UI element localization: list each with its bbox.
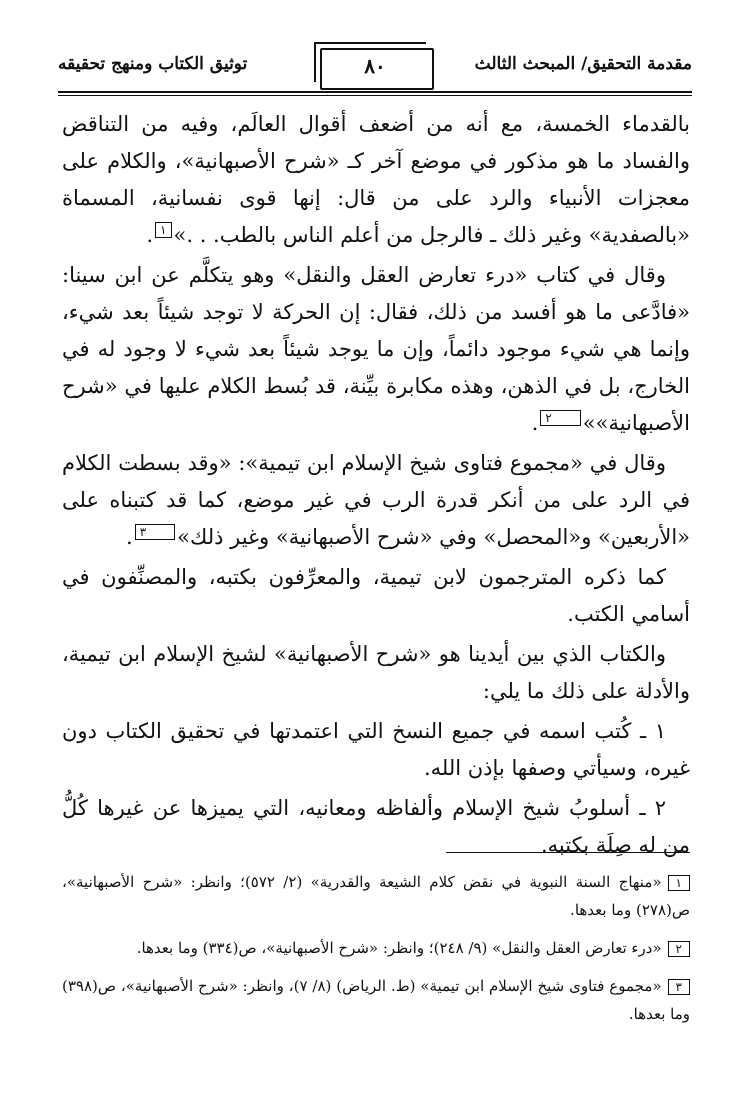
footnote: ١«منهاج السنة النبوية في نقض كلام الشيعة والقدرية» (٢/ ٥٧٢)؛ وانظر: «شرح الأصبهانية»، ص(٢٧٨) وما بعدها. xyxy=(62,873,690,919)
chapter-title: مقدمة التحقيق/ المبحث الثالث xyxy=(474,54,692,74)
paragraph: وقال في «مجموع فتاوى شيخ الإسلام ابن تيمية»: «وقد بسطت الكلام في الرد على من أنكر قدرة الرب في غير موضع، كما قد كتبناه على «الأربعين» و«المحصل» وفي «شرح الأصبهانية» وغير ذلك»٣. xyxy=(62,451,690,549)
header-rule xyxy=(58,91,692,93)
footnote: ٣«مجموع فتاوى شيخ الإسلام ابن تيمية» (ط. الرياض) (٨/ ٧)، وانظر: «شرح الأصبهانية»، ص(٣٩٨) وما بعدها. xyxy=(62,977,690,1023)
footnote-marker: ١ xyxy=(155,222,171,238)
footnote-marker: ٣ xyxy=(135,524,175,540)
footnote: ٢«درء تعارض العقل والنقل» (٩/ ٢٤٨)؛ وانظر: «شرح الأصبهانية»، ص(٣٣٤) وما بعدها. xyxy=(62,934,690,962)
footnote-separator xyxy=(446,852,690,853)
paragraph: وقال في كتاب «درء تعارض العقل والنقل» وهو يتكلَّم عن ابن سينا: «فادَّعى ما هو أفسد من ذلك، فقال: إن الحركة لا توجد شيئاً بعد شيء، وإنما هي شيء موجود دائماً، وإن ما يوجد شيئاً بعد شيء لا وجود له في الخارج، بل في الذهن، وهذه مكابرة بيِّنة، قد بُسط الكلام عليها في «شرح الأصبهانية»»٢. xyxy=(62,263,690,435)
footnote-marker: ٢ xyxy=(540,410,580,426)
section-title: توثيق الكتاب ومنهج تحقيقه xyxy=(58,54,248,74)
paragraph: ٢ ـ أسلوبُ شيخ الإسلام وألفاظه ومعانيه، التي يميزها عن غيرها كُلُّ من له صِلَة بكتبه. xyxy=(62,796,690,857)
main-text xyxy=(62,106,690,867)
footnote-number: ٢ xyxy=(668,941,690,957)
paragraph: كما ذكره المترجمون لابن تيمية، والمعرِّفون بكتبه، والمصنِّفون في أسامي الكتب. xyxy=(62,565,690,626)
footnotes xyxy=(62,868,690,1038)
paragraph: بالقدماء الخمسة، مع أنه من أضعف أقوال العالَم، وفيه من التناقض والفساد ما هو مذكور في موضع آخر كـ «شرح الأصبهانية»، والكلام على معجزات الأنبياء والرد على من قال: إنها قوى نفسانية، المسماة «بالصفدية» وغير ذلك ـ فالرجل من أعلم الناس بالطب. . .»١. xyxy=(62,112,690,247)
footnote-number: ١ xyxy=(668,875,690,891)
page-number-frame xyxy=(310,42,440,92)
page-header xyxy=(58,40,692,98)
paragraph: والكتاب الذي بين أيدينا هو «شرح الأصبهانية» لشيخ الإسلام ابن تيمية، والأدلة على ذلك ما يلي: xyxy=(62,642,690,703)
header-rule xyxy=(58,95,692,96)
paragraph: ١ ـ كُتب اسمه في جميع النسخ التي اعتمدتها في تحقيق الكتاب دون غيره، وسيأتي وصفها بإذن الله. xyxy=(62,719,690,780)
page-number: ٨٠ xyxy=(364,54,386,78)
footnote-number: ٣ xyxy=(668,979,690,995)
